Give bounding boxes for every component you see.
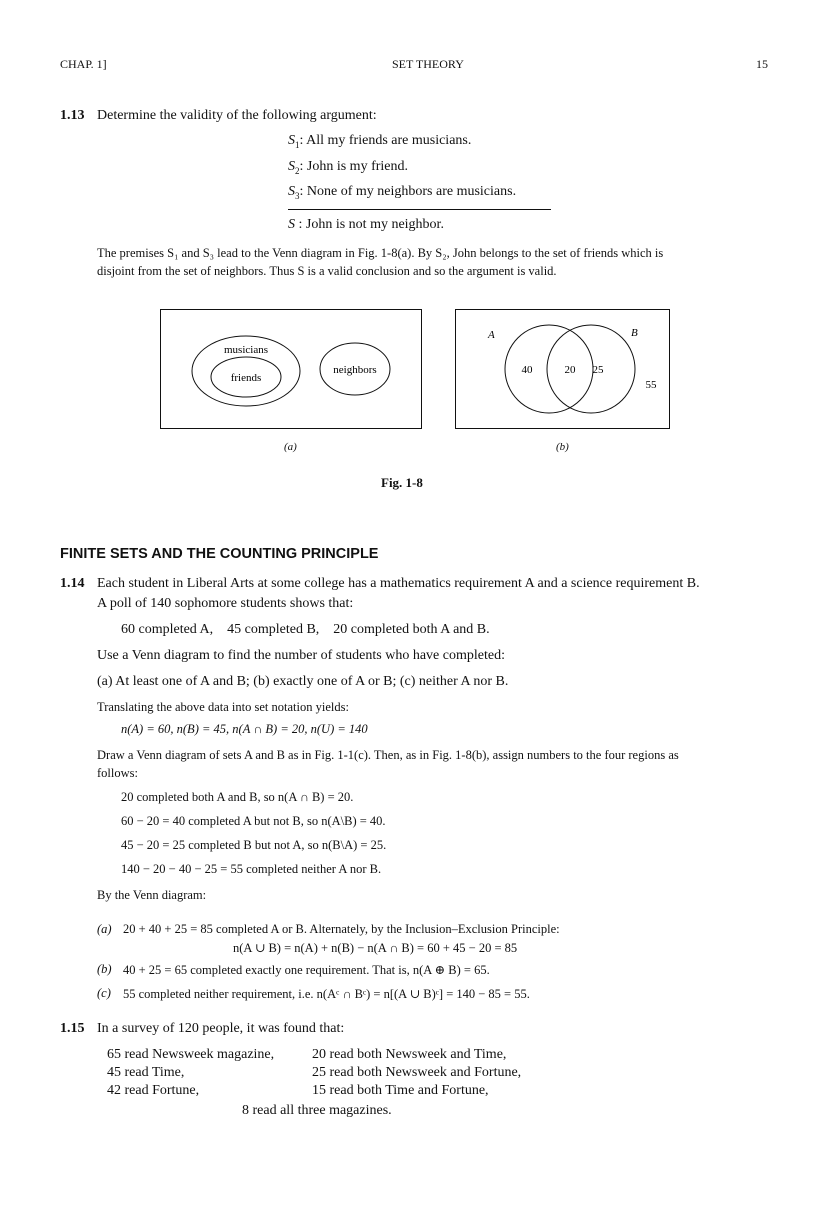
venn-diagram-a [160,309,422,431]
survey-col1-row3: 42 read Fortune, [107,1083,200,1098]
draw-line-2: follows: [97,766,138,780]
region-line-3: 45 − 20 = 25 completed B but not A, so n(B\A) = 25. [121,838,387,852]
conclusion-s: S : John is not my neighbor. [288,217,444,232]
only-b-value: 25 [592,364,604,376]
answer-a-label: (a) [97,922,112,936]
region-line-1: 20 completed both A and B, so n(A ∩ B) = 20. [121,790,354,804]
set-b-circle [547,325,635,413]
answer-c-text: 55 completed neither requirement, i.e. n(Aᶜ ∩ Bᶜ) = n[(A ∪ B)ᶜ] = 140 − 85 = 55. [123,987,530,1001]
survey-col1-row2: 45 read Time, [107,1065,185,1080]
section-heading: FINITE SETS AND THE COUNTING PRINCIPLE [60,546,379,562]
explanation-line-2: disjoint from the set of neighbors. Thus S is a valid conclusion and so the argument is valid. [97,264,557,278]
region-line-4: 140 − 20 − 40 − 25 = 55 completed neither A nor B. [121,862,382,876]
venn-diagram-b [455,309,671,431]
problem-1-14-line-1: Each student in Liberal Arts at some college has a mathematics requirement A and a science requirement B. [97,576,700,591]
argument-divider [288,209,551,210]
survey-col2-row2: 25 read both Newsweek and Fortune, [312,1065,522,1080]
friends-label: friends [230,372,262,384]
premise-s1: $S_1$: All my friends are musicians. [288,133,472,150]
survey-all-three: 8 read all three magazines. [242,1103,392,1118]
survey-col2-row3: 15 read both Time and Fortune, [312,1083,489,1098]
translate-line: Translating the above data into set notation yields: [97,700,349,714]
draw-line-1: Draw a Venn diagram of sets A and B as in Fig. 1-1(c). Then, as in Fig. 1-8(b), assign numbers to the four regions as [97,748,679,762]
neither-value: 55 [645,379,657,391]
problem-number-1-14: 1.14 [60,576,85,591]
set-a-circle [505,325,593,413]
premise-s2: $S_2$: John is my friend. [288,159,408,176]
instruction-line: Use a Venn diagram to find the number of students who have completed: [97,648,505,663]
survey-col1-row1: 65 read Newsweek magazine, [107,1047,275,1062]
by-venn-line: By the Venn diagram: [97,888,207,902]
explanation-line-1: The premises S₁ and S₃ lead to the Venn diagram in Fig. 1-8(a). By S₂, John belongs to the set of friends which is [97,246,664,260]
problem-number-1-13: 1.13 [60,108,85,123]
survey-col2-row1: 20 read both Newsweek and Time, [312,1047,507,1062]
problem-number-1-15: 1.15 [60,1021,85,1036]
only-a-value: 40 [521,364,533,376]
answer-c-label: (c) [97,986,111,1000]
question-parts: (a) At least one of A and B; (b) exactly one of A or B; (c) neither A nor B. [97,674,509,689]
caption-a: (a) [284,441,297,453]
survey-intro: In a survey of 120 people, it was found that: [97,1021,345,1036]
running-head-title: SET THEORY [392,57,464,71]
both-value: 20 [564,364,576,376]
musicians-label: musicians [224,344,268,356]
answer-b-label: (b) [97,962,112,976]
answer-a-formula: n(A ∪ B) = n(A) + n(B) − n(A ∩ B) = 60 + 45 − 20 = 85 [233,941,518,955]
region-line-2: 60 − 20 = 40 completed A but not B, so n(A\B) = 40. [121,814,386,828]
set-a-label: A [488,329,495,341]
running-head-chapter: CHAP. 1] [60,57,107,71]
caption-b: (b) [556,441,569,453]
answer-a-text: 20 + 40 + 25 = 85 completed A or B. Alternately, by the Inclusion–Exclusion Principle: [123,922,560,936]
problem-prompt: Determine the validity of the following argument: [97,108,377,123]
poll-data-line: 60 completed A, 45 completed B, 20 completed both A and B. [121,622,490,637]
set-b-label: B [631,327,638,339]
answer-b-text: 40 + 25 = 65 completed exactly one requirement. That is, n(A ⊕ B) = 65. [123,963,490,977]
page-number: 15 [756,57,768,71]
universe-box-a [161,310,422,429]
set-notation-line: n(A) = 60, n(B) = 45, n(A ∩ B) = 20, n(U) = 140 [121,722,368,736]
neighbors-label: neighbors [333,364,377,376]
figure-title: Fig. 1-8 [381,475,423,490]
premise-s3: $S_3$: None of my neighbors are musicians. [288,184,517,201]
problem-1-14-line-2: A poll of 140 sophomore students shows that: [97,596,354,611]
